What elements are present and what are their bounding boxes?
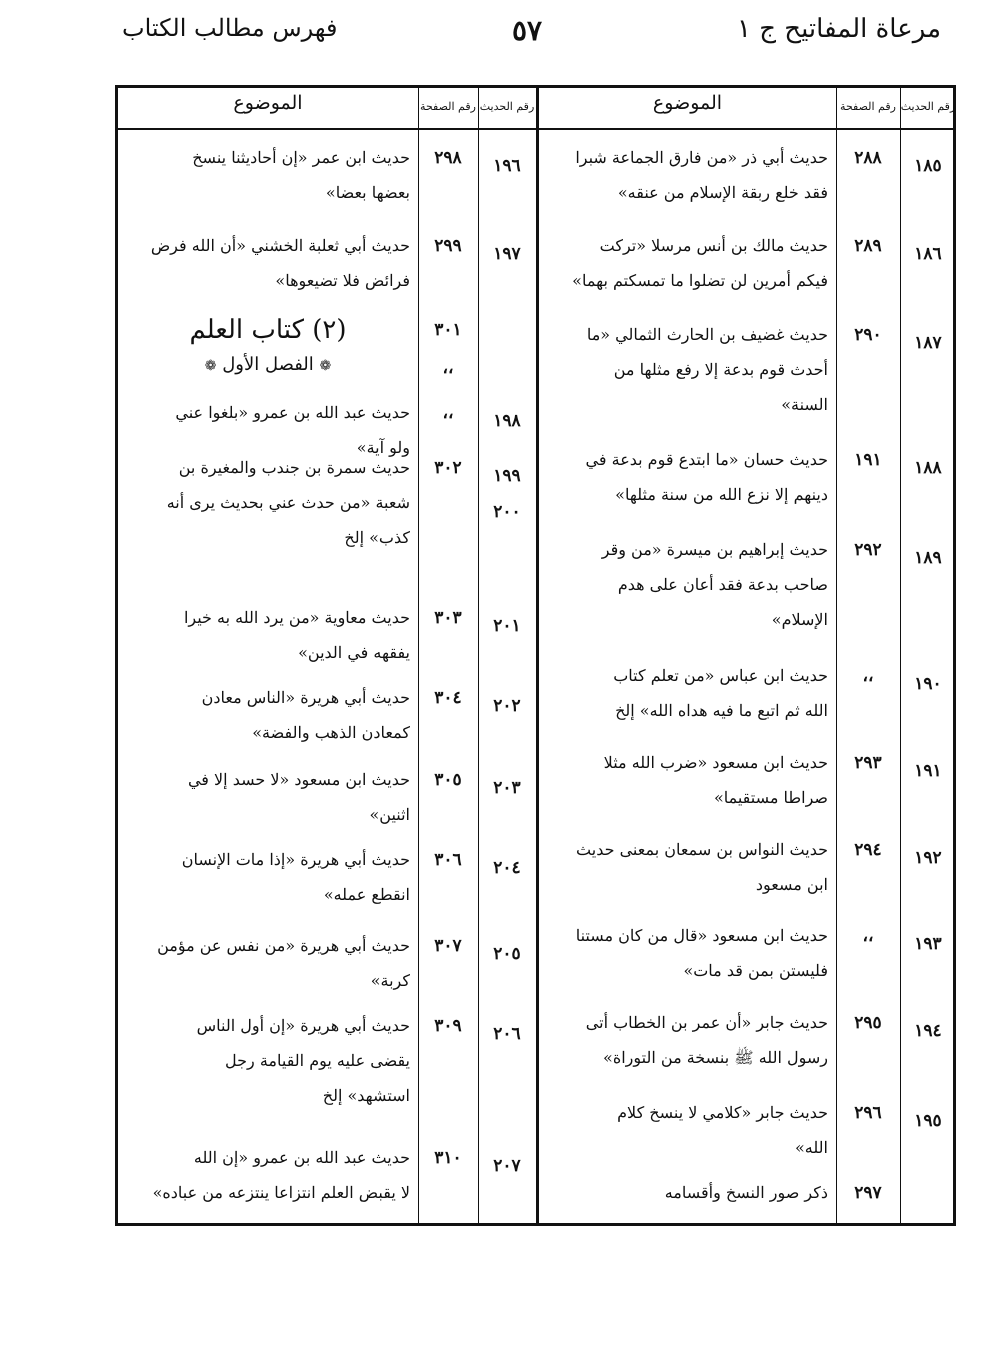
hadith-number: ١٨٧: [914, 333, 942, 353]
header-rule: [118, 128, 953, 130]
hadith-number: ١٩٩ ٢٠٠: [493, 466, 521, 522]
entry-topic-line: فرائض فلا تضيعوها»: [275, 271, 410, 290]
entry-topic-line: انقطع عمله»: [323, 885, 410, 904]
entry-topic-line: صاحب بدعة فقد أعان على هدم: [617, 575, 828, 594]
entry-topic-line: حديث عبد الله بن عمرو «بلغوا عني: [175, 403, 410, 422]
section-subtitle-page: ،،: [442, 358, 454, 378]
entry-topic-line: حديث أبي ثعلبة الخشني «أن الله فرض: [150, 236, 410, 255]
entry-topic-line: حديث جابر «أن عمر بن الخطاب أتى: [585, 1013, 828, 1032]
entry-topic: [124, 228, 410, 298]
page-number-cell: ،،: [862, 926, 874, 946]
entry-topic-line: حديث ابن عمر «إن أحاديثنا ينسخ: [192, 148, 410, 167]
hadith-number: ١٩٣: [914, 934, 942, 954]
entry-topic-line: صراطا مستقيما»: [713, 788, 828, 807]
entry-topic-line: لا يقبض العلم انتزاعا ينتزعه من عباده»: [152, 1183, 410, 1202]
hadith-number: ١٩٢: [914, 848, 942, 868]
entry-topic: [546, 532, 828, 637]
entry-topic-line: ولو آية»: [356, 438, 410, 457]
entry-topic-line: حديث إبراهيم بن ميسرة «من وقر: [601, 540, 828, 559]
header-index-title: فهرس مطالب الكتاب: [122, 14, 338, 42]
entry-topic: [546, 1095, 828, 1165]
entry-topic-line: حديث أبي هريرة «الناس معادن: [201, 688, 410, 707]
entry-topic-line: السنة»: [781, 395, 828, 414]
entry-topic: [124, 1140, 410, 1210]
entry-topic: [546, 745, 828, 815]
hadith-number: ٢٠٣: [493, 778, 521, 798]
hadith-number: ١٩١: [914, 761, 942, 781]
entry-topic-line: استشهد» إلخ: [322, 1086, 410, 1105]
page-number-cell: ٢٩٥: [854, 1013, 882, 1033]
page-number-cell: ٣٠٩: [434, 1016, 462, 1036]
entry-topic-line: كمعادن الذهب والفضة»: [252, 723, 410, 742]
entry-topic-line: حديث مالك بن أنس مرسلا «تركت: [599, 236, 828, 255]
page-number-cell: ٢٩٠: [854, 325, 882, 345]
entry-topic-line: حديث جابر «كلامي لا ينسخ كلام: [617, 1103, 828, 1122]
hadith-number: ١٩٨: [493, 411, 521, 431]
entry-topic: [546, 832, 828, 902]
header-book-title: مرعاة المفاتيح ج ١: [737, 14, 941, 44]
entry-topic-line: حديث أبي هريرة «إن أول الناس: [196, 1016, 410, 1035]
col-page-no-right: رقم الصفحة: [840, 100, 896, 113]
entry-topic-line: يقضى عليه يوم القيامة رجل: [225, 1051, 410, 1070]
entry-topic: [124, 600, 410, 670]
entry-topic-line: حديث ابن عباس «من تعلم كتاب: [613, 666, 828, 685]
entry-topic-line: ابن مسعود: [755, 875, 828, 894]
col-page-no-left: رقم الصفحة: [420, 100, 476, 113]
hadith-number: ٢٠٥: [493, 944, 521, 964]
entry-topic-line: حديث غضيف بن الحارث الثمالي «ما: [586, 325, 828, 344]
entry-topic-line: رسول الله ﷺ بنسخة من التوراة»: [603, 1048, 828, 1067]
hadith-number: ١٩٦: [493, 156, 521, 176]
hadith-number: ١٩٧: [493, 244, 521, 264]
col-topic-right: الموضوع: [652, 92, 723, 114]
divider: [836, 88, 837, 1223]
entry-topic-line: بعضها بعضا»: [325, 183, 410, 202]
hadith-number: ٢٠٧: [493, 1156, 521, 1176]
section-heading: [118, 310, 418, 381]
entry-topic: [124, 762, 410, 832]
page-header: [0, 14, 989, 54]
page-number-cell: ٢٨٨: [854, 148, 882, 168]
page-number-cell: ٢٨٩: [854, 236, 882, 256]
ornament-icon: ❁: [319, 358, 332, 374]
hadith-number: ١٨٦: [914, 244, 942, 264]
entry-topic-line: حديث أبي هريرة «من نفس عن مؤمن: [157, 936, 410, 955]
entry-topic-line: ذكر صور النسخ وأقسامه: [664, 1183, 828, 1202]
entry-topic: [124, 140, 410, 210]
entry-topic-line: حديث ابن مسعود «ضرب الله مثلا: [603, 753, 828, 772]
page-number-cell: ١٩١: [854, 450, 882, 470]
col-hadith-no-left: رقم الحديث: [479, 100, 535, 113]
hadith-number: ١٨٩: [914, 548, 942, 568]
entry-topic-line: حديث عبد الله بن عمرو «إن الله: [193, 1148, 410, 1167]
ornament-icon: ❁: [204, 358, 217, 374]
hadith-number: ١٩٤: [914, 1021, 942, 1041]
entry-topic-line: فقد خلع ربقة الإسلام من عنقه»: [617, 183, 828, 202]
entry-topic-line: كربة»: [370, 971, 410, 990]
entry-topic: [546, 1005, 828, 1075]
page-number-cell: ٢٩٢: [854, 540, 882, 560]
entry-topic: [546, 918, 828, 988]
entry-topic-line: حديث ابن مسعود «لا حسد إلا في: [187, 770, 410, 789]
entry-topic-line: الله»: [795, 1138, 828, 1157]
page-number: ٥٧: [512, 14, 543, 47]
entry-topic-line: حديث حسان «ما ابتدع قوم بدعة في: [585, 450, 828, 469]
hadith-number: ١٨٨: [914, 458, 942, 478]
entry-topic-line: حديث أبي ذر «من فارق الجماعة شبرا: [575, 148, 828, 167]
hadith-number: ٢٠٦: [493, 1024, 521, 1044]
entry-topic: [124, 928, 410, 998]
page-number-cell: ٣٠٣: [434, 608, 462, 628]
entry-topic-line: كذب» إلخ: [344, 528, 410, 547]
entry-topic: [546, 658, 828, 728]
entry-topic-line: حديث ابن مسعود «قال من كان مستنا: [575, 926, 828, 945]
entry-topic: [546, 140, 828, 210]
entry-topic-line: دينهم إلا نزع الله من سنة مثلها»: [615, 485, 828, 504]
entry-topic: [124, 842, 410, 912]
entry-topic: [124, 450, 410, 555]
entry-topic-line: اثنين»: [369, 805, 410, 824]
page-number-cell: ٣٠٢: [434, 458, 462, 478]
page-number-cell: ٢٩٨: [434, 148, 462, 168]
entry-topic-line: شعبة «من حدث عني بحديث يرى أنه: [166, 493, 410, 512]
entry-topic-line: فليستن بمن قد مات»: [683, 961, 828, 980]
col-topic-left: الموضوع: [233, 92, 303, 114]
entry-topic-line: حديث النواس بن سمعان بمعنى حديث: [576, 840, 828, 859]
page-number-cell: ،،: [862, 666, 874, 686]
hadith-number: ١٨٥: [914, 156, 942, 176]
entry-topic-line: حديث معاوية «من يرد الله به خيرا: [183, 608, 410, 627]
entry-topic-line: الإسلام»: [771, 610, 828, 629]
hadith-number: ٢٠١: [493, 616, 521, 636]
entry-topic: [546, 1175, 828, 1210]
center-divider: [536, 88, 539, 1223]
hadith-number: ٢٠٤: [493, 858, 521, 878]
page-number-cell: ٣٠٧: [434, 936, 462, 956]
page-number-cell: ٢٩٩: [434, 236, 462, 256]
entry-topic-line: حديث سمرة بن جندب والمغيرة بن: [178, 458, 410, 477]
divider: [418, 88, 419, 1223]
page-number-cell: ٣٠٤: [434, 688, 462, 708]
section-page: ٣٠١: [434, 320, 462, 340]
page-number-cell: ٣٠٥: [434, 770, 462, 790]
index-table: [115, 85, 956, 1226]
section-subtitle: ❁ الفصل الأول ❁: [204, 354, 332, 375]
entry-topic: [546, 442, 828, 512]
entry-topic: [546, 228, 828, 298]
hadith-number: ١٩٥: [914, 1111, 942, 1131]
entry-topic-line: حديث أبي هريرة «إذا مات الإنسان: [181, 850, 410, 869]
page-number-cell: ٢٩٦: [854, 1103, 882, 1123]
entry-topic: [124, 680, 410, 750]
page-number-cell: ٢٩٣: [854, 753, 882, 773]
hadith-number: ١٩٠: [914, 674, 942, 694]
hadith-number: ٢٠٢: [493, 696, 521, 716]
page-number-cell: ٣٠٦: [434, 850, 462, 870]
page-number-cell: ٣١٠: [434, 1148, 462, 1168]
entry-topic-line: فيكم أمرين لن تضلوا ما تمسكتم بهما»: [572, 271, 828, 290]
entry-topic-line: أحدث قوم بدعة إلا رفع مثلها من: [613, 360, 828, 379]
page-number-cell: ،،: [442, 403, 454, 423]
entry-topic-line: الله ثم اتبع ما فيه هداه الله» إلخ: [615, 701, 828, 720]
entry-topic: [546, 317, 828, 422]
col-hadith-no-right: رقم الحديث: [900, 100, 956, 113]
page-number-cell: ٢٩٤: [854, 840, 882, 860]
section-title: (٢) كتاب العلم: [189, 315, 347, 345]
entry-topic-line: يفقهه في الدين»: [298, 643, 410, 662]
page-number-cell: ٢٩٧: [854, 1183, 882, 1203]
entry-topic: [124, 1008, 410, 1113]
